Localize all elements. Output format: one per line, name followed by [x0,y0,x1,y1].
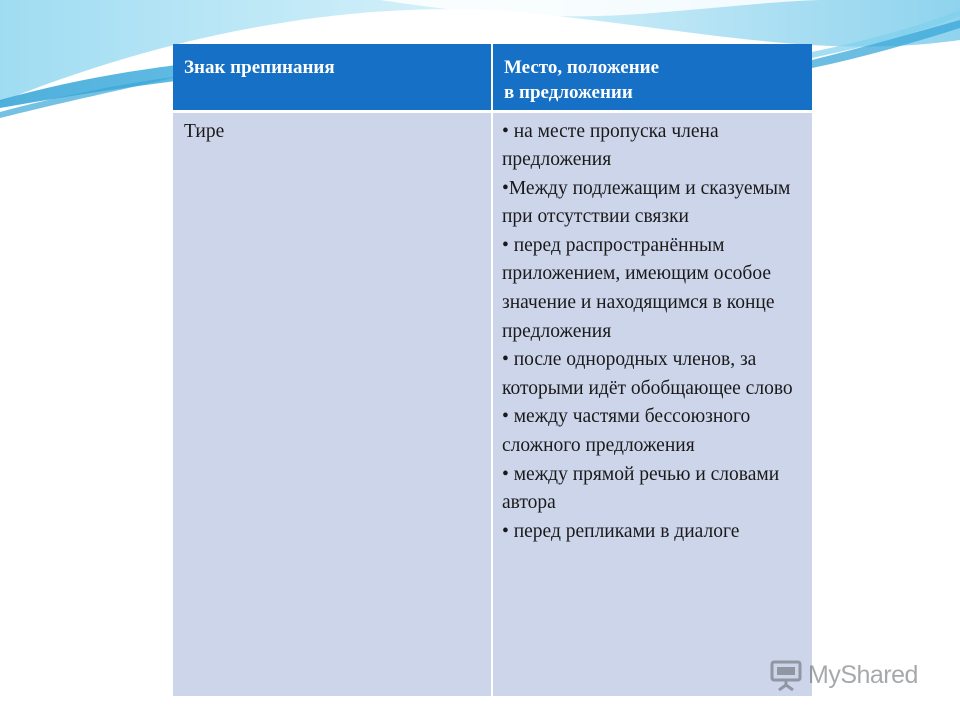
list-item: • перед распространённым приложением, имеющим особое значение и находящимся в конце предложения [502,234,775,342]
header-cell-mark [173,44,492,111]
header-cell-position [492,44,812,111]
list-item: • между частями бессоюзного сложного предложения [502,406,751,457]
list-item: • на месте пропуска члена предложения [502,120,719,171]
list-item: • между прямой речью и словами автора [502,463,780,514]
list-item: •Между подлежащим и сказуемым при отсутствии связки [502,177,791,228]
punctuation-table [173,44,812,696]
header-position-line-2: в предложении [504,82,633,103]
cell-positions [492,111,812,696]
list-item: • перед репликами в диалоге [502,520,740,542]
header-position-line-1: Место, положение [504,57,660,78]
positions-list [502,118,806,547]
table-row [173,111,812,696]
presentation-board-icon [768,657,804,693]
watermark-logo [768,655,928,695]
header-mark-text: Знак препинания [184,57,335,78]
cell-mark: Тире [173,111,492,696]
list-item: • после однородных членов, за которыми идёт обобщающее слово [502,349,793,399]
table-header-row [173,44,812,111]
watermark-text: MyShared [808,660,918,689]
